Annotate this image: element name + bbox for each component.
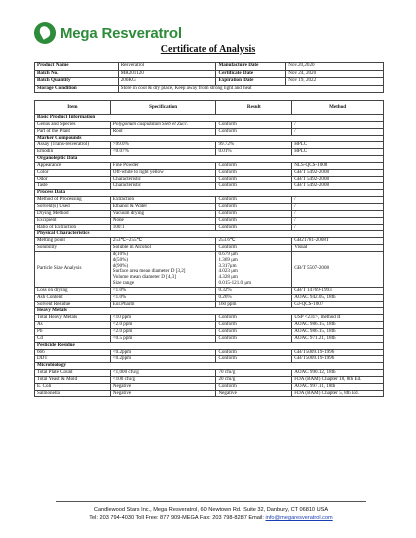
cell-result: Conform	[216, 322, 292, 329]
table-row	[35, 217, 384, 224]
section-heading: Process Data	[35, 190, 384, 197]
cell-item: Part of the Plant	[35, 128, 111, 135]
footer-contact-numbers: Tel: 203 794-4030 Toll Free: 877 909-MEGA Fax: 203 798-8287 Email:	[89, 515, 266, 521]
cell-spec: 253℃~255℃	[110, 238, 216, 245]
cell-spec: <2.0 ppm	[110, 322, 216, 329]
cell-item: Emodin	[35, 149, 111, 156]
cell-result: Conform	[216, 203, 292, 210]
cell-result: Conform	[216, 176, 292, 183]
info-value: Nov 19, 2022	[286, 78, 384, 86]
table-row	[35, 301, 384, 308]
cell-result: Conform	[216, 349, 292, 356]
storage-value: Store in cool & dry place, Keep away from strong light and heat	[118, 85, 383, 93]
table-header-row	[35, 101, 384, 115]
cell-item: Particle Size Analysis	[35, 251, 111, 287]
cell-spec: <0.5 ppm	[110, 335, 216, 342]
cell-item: Drying Method	[35, 210, 111, 217]
cell-item: Ash Content	[35, 294, 111, 301]
cell-spec: Negative	[110, 390, 216, 397]
cell-method: AOAC 942.05, 18th	[292, 294, 384, 301]
cell-spec: <2.0 ppm	[110, 329, 216, 336]
company-logo	[34, 22, 182, 44]
cell-method: /	[292, 217, 384, 224]
cell-item: Excipient	[35, 217, 111, 224]
cell-method: GB/T 5507-2008	[292, 251, 384, 287]
column-header-result: Result	[216, 101, 292, 115]
cell-spec: <0.07%	[110, 149, 216, 156]
cell-item: Solvent Residue	[35, 301, 111, 308]
cell-item: Assay (Trans-resveratrol)	[35, 142, 111, 149]
cell-method: AOAC 990.12, 18th	[292, 370, 384, 377]
cell-spec: Fine Powder	[110, 162, 216, 169]
cell-method: GB/T5009.19-1996	[292, 356, 384, 363]
table-row	[35, 183, 384, 190]
table-row	[35, 210, 384, 217]
section-row	[35, 115, 384, 122]
table-row	[35, 294, 384, 301]
table-row	[35, 121, 384, 128]
section-heading: Physical Characteristics	[35, 231, 384, 238]
table-row	[35, 251, 384, 287]
cell-result: Conform	[216, 169, 292, 176]
cell-result: 0.679 μm 1.369 μm 3.317μm 4.023 μm 4.328 μm 0.015-121.0 μm	[216, 251, 292, 287]
cell-result: Conform	[216, 329, 292, 336]
cell-method: /	[292, 210, 384, 217]
cell-spec: >99.0%	[110, 142, 216, 149]
cell-method: USP <231>, method II	[292, 315, 384, 322]
info-label: Product Name	[35, 63, 119, 71]
info-label: Batch No.	[35, 70, 119, 78]
storage-label: Storage Condition	[35, 85, 119, 93]
info-label: Expiration Date	[216, 78, 286, 86]
cell-method: GB/T 5492-2008	[292, 183, 384, 190]
cell-method: HPLC	[292, 142, 384, 149]
cell-spec: Ethanol & Water	[110, 203, 216, 210]
section-heading: Microbiology	[35, 363, 384, 370]
cell-spec: Characteristic	[110, 183, 216, 190]
cell-result: 0.32%	[216, 287, 292, 294]
email-link[interactable]: info@megaresveratrol.com	[265, 515, 333, 521]
cell-item: As	[35, 322, 111, 329]
cell-method: GB/T 5492-2008	[292, 169, 384, 176]
cell-item: Solubility	[35, 245, 111, 252]
cell-spec: <0.2ppm	[110, 356, 216, 363]
footer-contact	[56, 514, 366, 522]
cell-method: GJ-QCS-1007	[292, 301, 384, 308]
product-info-row	[35, 63, 384, 71]
cell-method: GB/T 5492-2008	[292, 176, 384, 183]
cell-result: 0.01%	[216, 149, 292, 156]
table-row	[35, 335, 384, 342]
section-row	[35, 342, 384, 349]
cell-method: /	[292, 121, 384, 128]
cell-method: GB21781-2008T	[292, 238, 384, 245]
table-row	[35, 238, 384, 245]
cell-method: AOAC 986.15, 18th	[292, 322, 384, 329]
cell-spec: Soluble in Alcohol	[110, 245, 216, 252]
cell-item: Loss on drying	[35, 287, 111, 294]
cell-result: Conform	[216, 197, 292, 204]
cell-method: Visual	[292, 245, 384, 252]
cell-spec: Extraction	[110, 197, 216, 204]
cell-spec: Vacuum drying	[110, 210, 216, 217]
cell-spec: Root	[110, 128, 216, 135]
table-row	[35, 356, 384, 363]
cell-item: Odor	[35, 176, 111, 183]
cell-result: Conform	[216, 128, 292, 135]
cell-result: Conform	[216, 217, 292, 224]
cell-result: Negative	[216, 390, 292, 397]
cell-item: Solvent(s) Used	[35, 203, 111, 210]
cell-spec: Negative	[110, 383, 216, 390]
cell-result: 160 ppm	[216, 301, 292, 308]
cell-item: Total Heavy Metals	[35, 315, 111, 322]
leaf-icon	[34, 22, 56, 44]
cell-method: /	[292, 203, 384, 210]
cell-method: FDA (BAM) Chapter 5, 8th Ed.	[292, 390, 384, 397]
cell-item: Melting point	[35, 238, 111, 245]
cell-item: DDT	[35, 356, 111, 363]
info-value: Resveratrol	[118, 63, 216, 71]
cell-item: Color	[35, 169, 111, 176]
table-row	[35, 162, 384, 169]
cell-spec: Characteristic	[110, 176, 216, 183]
info-label: Certificate Date	[216, 70, 286, 78]
section-row	[35, 156, 384, 163]
cell-spec: Eur.Pharm	[110, 301, 216, 308]
cell-result: 0.26%	[216, 294, 292, 301]
cell-result: Conform	[216, 183, 292, 190]
cell-spec: d(10%) d(50%) d(90%) Surface area mean diameter D [3,2] Volume mean diameter D [4,3] Size range	[110, 251, 216, 287]
document-title: Certificate of Analysis	[160, 44, 256, 55]
product-info-table	[34, 62, 384, 93]
section-row	[35, 190, 384, 197]
cell-spec: <10 ppm	[110, 315, 216, 322]
cell-spec: Polygonum cuspidatum Sieb et Zucc.	[110, 121, 216, 128]
cell-method: AOAC 971.21, 18th	[292, 335, 384, 342]
info-value: 200KG	[118, 78, 216, 86]
cell-spec: <1.0%	[110, 294, 216, 301]
info-value: Nov 24, 2020	[286, 70, 384, 78]
table-row	[35, 149, 384, 156]
cell-spec: <1.0%	[110, 287, 216, 294]
cell-method: AOAC 997.11, 18th	[292, 383, 384, 390]
cell-item: Taste	[35, 183, 111, 190]
cell-method: GB/T 14769-1993	[292, 287, 384, 294]
cell-result: Conform	[216, 383, 292, 390]
cell-method: AOAC 986.15, 18th	[292, 329, 384, 336]
cell-spec: <100 cfu/g	[110, 376, 216, 383]
cell-item: Cd	[35, 335, 111, 342]
section-row	[35, 231, 384, 238]
product-info-row	[35, 70, 384, 78]
cell-method: GB/T5009.19-1996	[292, 349, 384, 356]
cell-result: Conform	[216, 356, 292, 363]
footer-address: Candlewood Stars Inc., Mega Resveratrol, 60 Newtown Rd. Suite 32, Danbury, CT 06810 USA	[93, 507, 329, 513]
info-label: Manufacture Date	[216, 63, 286, 71]
table-row	[35, 128, 384, 135]
cell-spec: <0.2ppm	[110, 349, 216, 356]
table-row	[35, 169, 384, 176]
cell-item: Appearance	[35, 162, 111, 169]
table-row	[35, 197, 384, 204]
info-value: MR201120	[118, 70, 216, 78]
cell-method: NLS-QCS-1008	[292, 162, 384, 169]
section-heading: Marker Compounds	[35, 135, 384, 142]
storage-row	[35, 85, 384, 93]
cell-spec: Off-white to light yellow	[110, 169, 216, 176]
logo-text: Mega Resveratrol	[60, 24, 182, 42]
cell-item: Total Yeast & Mold	[35, 376, 111, 383]
table-row	[35, 203, 384, 210]
column-header-item: Item	[35, 101, 111, 115]
cell-item: Pb	[35, 329, 111, 336]
cell-item: Method of Processing	[35, 197, 111, 204]
cell-method: /	[292, 128, 384, 135]
cell-spec: 100:1	[110, 224, 216, 231]
cell-spec: None	[110, 217, 216, 224]
column-header-specification: Specification	[110, 101, 216, 115]
section-heading: Basic Product Information	[35, 115, 384, 122]
cell-result: Conform	[216, 121, 292, 128]
analysis-table	[34, 100, 384, 397]
table-row	[35, 245, 384, 252]
cell-result: Conform	[216, 315, 292, 322]
column-header-method: Method	[292, 101, 384, 115]
cell-result: Conform	[216, 335, 292, 342]
cell-result: Conform	[216, 224, 292, 231]
table-row	[35, 142, 384, 149]
table-row	[35, 176, 384, 183]
cell-result: 70 cfu/g	[216, 370, 292, 377]
cell-item: E. Coli	[35, 383, 111, 390]
cell-result: 99.72%	[216, 142, 292, 149]
cell-result: 253.6℃	[216, 238, 292, 245]
cell-result: Conform	[216, 162, 292, 169]
cell-item: Salmonella	[35, 390, 111, 397]
cell-item: Total Plate Count	[35, 370, 111, 377]
section-heading: Heavy Metals	[35, 308, 384, 315]
info-value: Nov.20,2020	[286, 63, 384, 71]
section-heading: Pesticide Residue	[35, 342, 384, 349]
table-row	[35, 390, 384, 397]
cell-item: 666	[35, 349, 111, 356]
cell-method: HPLC	[292, 149, 384, 156]
info-label: Batch Quantity	[35, 78, 119, 86]
cell-spec: <1,000 cfu/g	[110, 370, 216, 377]
cell-method: /	[292, 197, 384, 204]
cell-method: /	[292, 224, 384, 231]
cell-item: Ratio of Extraction	[35, 224, 111, 231]
cell-result: Conform	[216, 210, 292, 217]
cell-result: 20 cfu/g	[216, 376, 292, 383]
cell-item: Genus and Species	[35, 121, 111, 128]
section-heading: Organoleptic Data	[35, 156, 384, 163]
cell-method: FDA (BAM) Chapter 18, 8th Ed.	[292, 376, 384, 383]
footer	[56, 501, 366, 522]
cell-result: Conform	[216, 245, 292, 252]
